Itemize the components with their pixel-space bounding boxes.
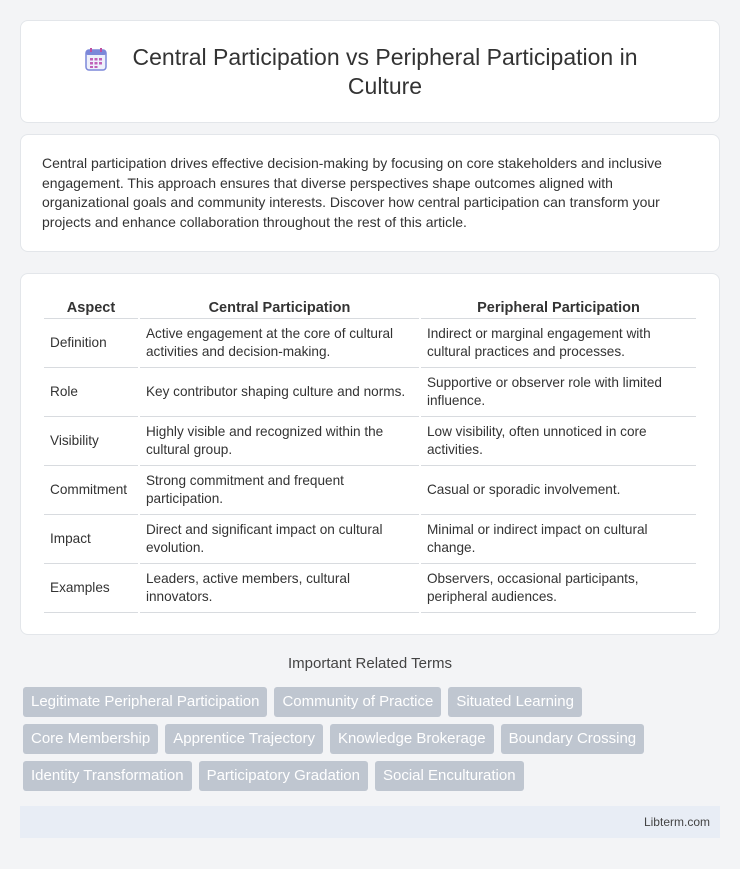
- header-central: Central Participation: [140, 295, 419, 319]
- page-title: Central Participation vs Peripheral Participation in Culture: [132, 44, 638, 99]
- tag-identity-transformation[interactable]: Identity Transformation: [23, 761, 192, 791]
- tag-core-membership[interactable]: Core Membership: [23, 724, 158, 754]
- tag-row: [23, 761, 703, 791]
- cell-peripheral: Minimal or indirect impact on cultural change.: [421, 515, 696, 564]
- tag-community-of-practice[interactable]: Community of Practice: [274, 687, 441, 717]
- cell-aspect: Commitment: [44, 466, 138, 515]
- tag-knowledge-brokerage[interactable]: Knowledge Brokerage: [330, 724, 494, 754]
- cell-central: Key contributor shaping culture and norms.: [140, 368, 419, 417]
- tag-row: [23, 724, 703, 754]
- title-card: [20, 20, 720, 123]
- footer: [20, 806, 720, 838]
- table-row: [44, 319, 696, 368]
- tag-participatory-gradation[interactable]: Participatory Gradation: [199, 761, 368, 791]
- cell-central: Leaders, active members, cultural innovators.: [140, 564, 419, 613]
- comparison-card: [20, 273, 720, 635]
- table-row: [44, 564, 696, 613]
- tag-boundary-crossing[interactable]: Boundary Crossing: [501, 724, 645, 754]
- related-terms-list: [23, 687, 703, 798]
- cell-aspect: Examples: [44, 564, 138, 613]
- cell-aspect: Role: [44, 368, 138, 417]
- footer-site-link[interactable]: Libterm.com: [643, 815, 710, 829]
- cell-central: Strong commitment and frequent participation.: [140, 466, 419, 515]
- cell-central: Direct and significant impact on cultural evolution.: [140, 515, 419, 564]
- cell-aspect: Impact: [44, 515, 138, 564]
- cell-aspect: Visibility: [44, 417, 138, 466]
- tag-row: [23, 687, 703, 717]
- cell-aspect: Definition: [44, 319, 138, 368]
- tag-social-enculturation[interactable]: Social Enculturation: [375, 761, 524, 791]
- table-row: [44, 466, 696, 515]
- cell-peripheral: Casual or sporadic involvement.: [421, 466, 696, 515]
- cell-peripheral: Indirect or marginal engagement with cultural practices and processes.: [421, 319, 696, 368]
- comparison-table: [42, 295, 698, 613]
- header-aspect: Aspect: [44, 295, 138, 319]
- header-peripheral: Peripheral Participation: [421, 295, 696, 319]
- tag-situated-learning[interactable]: Situated Learning: [448, 687, 582, 717]
- intro-card: [20, 134, 720, 252]
- cell-peripheral: Observers, occasional participants, peripheral audiences.: [421, 564, 696, 613]
- table-header-row: [44, 295, 696, 319]
- table-row: [44, 368, 696, 417]
- table-row: [44, 417, 696, 466]
- table-row: [44, 515, 696, 564]
- intro-paragraph: Central participation drives effective decision-making by focusing on core stakeholders and inclusive engagement. This approach ensures that diverse perspectives shape outcomes aligned with organizational goals and community interests. Discover how central participation can transform your projects and enhance collaboration throughout the rest of this article.: [42, 155, 662, 230]
- cell-central: Active engagement at the core of cultural activities and decision-making.: [140, 319, 419, 368]
- tag-apprentice-trajectory[interactable]: Apprentice Trajectory: [165, 724, 323, 754]
- related-terms-heading: Important Related Terms: [288, 655, 452, 672]
- tag-legitimate-peripheral-participation[interactable]: Legitimate Peripheral Participation: [23, 687, 267, 717]
- cell-central: Highly visible and recognized within the cultural group.: [140, 417, 419, 466]
- cell-peripheral: Supportive or observer role with limited influence.: [421, 368, 696, 417]
- cell-peripheral: Low visibility, often unnoticed in core activities.: [421, 417, 696, 466]
